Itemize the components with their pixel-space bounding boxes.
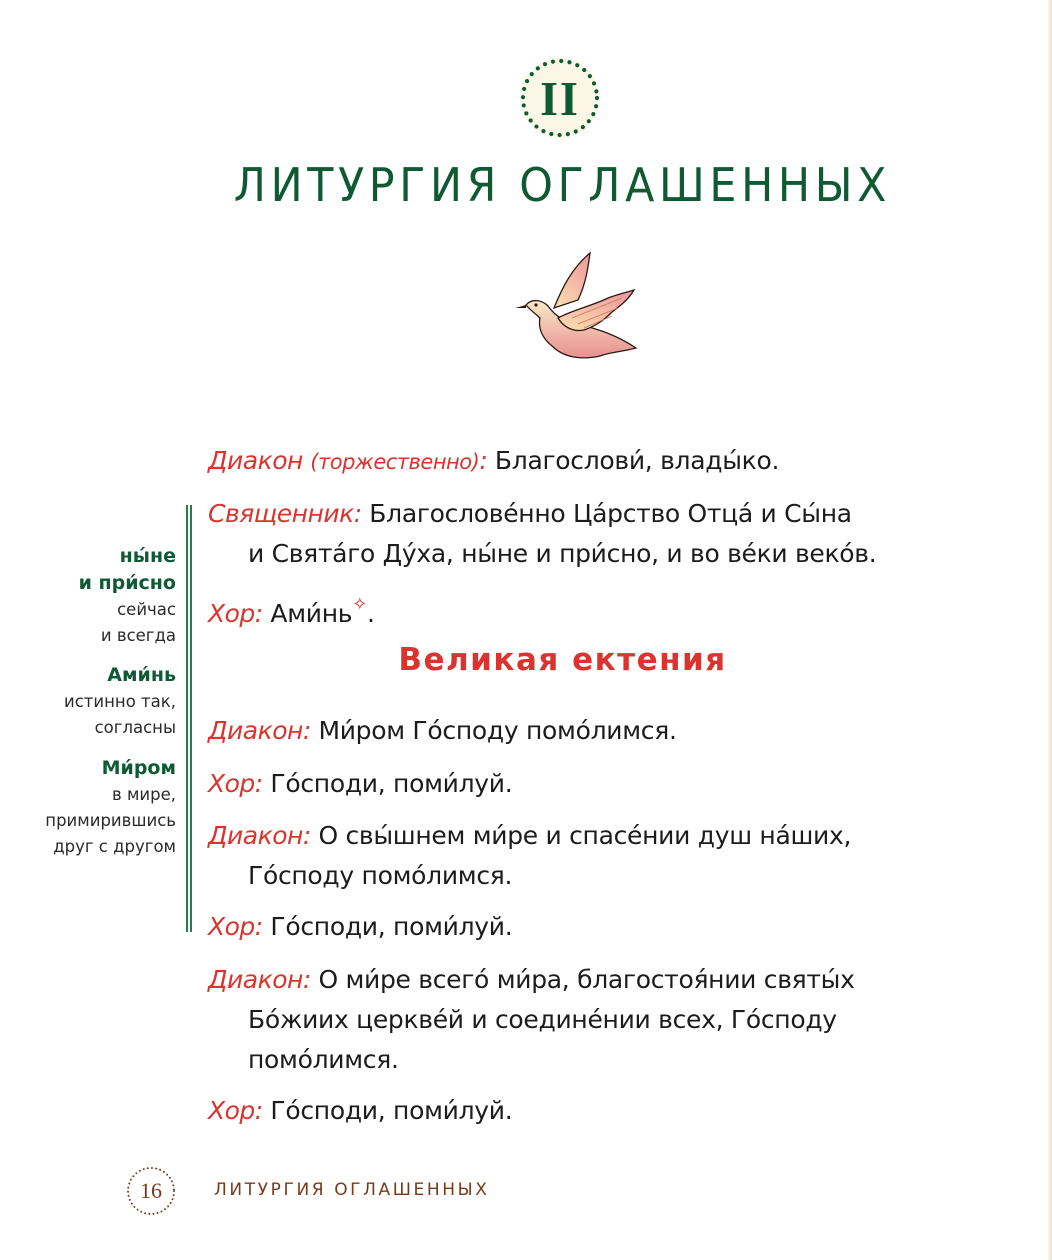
liturgy-text: Го́споду помо́лимся. [248, 861, 513, 890]
glossary-divider [186, 505, 192, 932]
liturgy-text: О свы́шнем ми́ре и спасе́нии душ на́ших, [318, 821, 852, 850]
liturgy-text: Го́споди, поми́луй. [270, 1096, 513, 1125]
speaker-label: Диакон (торжественно): [208, 446, 488, 475]
running-title: ЛИТУРГИЯ ОГЛАШЕННЫХ [214, 1180, 490, 1200]
liturgy-text: Го́споди, поми́луй. [270, 912, 513, 941]
liturgy-line [208, 764, 512, 804]
liturgy-text: Го́споди, поми́луй. [270, 769, 513, 798]
glossary-definition: в мире, [111, 785, 176, 804]
glossary-entry-mirom [45, 755, 176, 860]
glossary-entry-nyne-i-prisno [79, 543, 176, 649]
footnote-star-icon: ✧ [352, 594, 367, 615]
liturgy-text: Бо́жиих церкве́й и соедине́нии всех, Го́споду [248, 1005, 837, 1034]
glossary-definition: и всегда [100, 626, 176, 645]
liturgy-line [208, 711, 677, 751]
speaker-label: Диакон: [208, 965, 311, 994]
chapter-number-badge [520, 58, 600, 138]
section-heading: Великая ектения [398, 642, 727, 678]
liturgy-line [208, 441, 779, 482]
liturgy-line [208, 494, 876, 574]
speaker-label: Диакон: [208, 821, 311, 850]
liturgy-line: Хор: Ами́нь✧. [208, 594, 375, 628]
liturgy-text: Благослове́нно Ца́рство Отца́ и Сы́на [369, 499, 852, 528]
liturgy-text: и Свята́го Ду́ха, ны́не и при́сно, и во ве́ки веко́в. [248, 539, 877, 568]
glossary-term: Ми́ром [101, 757, 176, 779]
speaker-label: Диакон: [208, 716, 311, 745]
speaker-label: Хор: [208, 1096, 263, 1125]
glossary-term: и при́сно [78, 572, 176, 594]
dove-icon [512, 248, 644, 370]
glossary-term: Ами́нь [107, 664, 176, 686]
speaker-label: Хор: [208, 912, 263, 941]
speaker-label: Хор: [208, 769, 263, 798]
speaker-label: Хор: [208, 599, 263, 628]
liturgy-text: О ми́ре всего́ ми́ра, благостоя́нии святы́х [318, 965, 855, 994]
page-number: 16 [140, 1178, 162, 1203]
chapter-numeral: II [540, 71, 580, 125]
glossary-definition: друг с другом [53, 837, 176, 856]
liturgy-line [208, 907, 512, 947]
chapter-title: ЛИТУРГИЯ ОГЛАШЕННЫХ [233, 158, 892, 212]
liturgy-text: помо́лимся. [248, 1045, 399, 1074]
liturgy-text: Благослови́, влады́ко. [494, 446, 780, 475]
glossary-definition: примирившись [45, 811, 176, 830]
glossary-term: ны́не [119, 545, 176, 567]
page-number-badge [126, 1166, 176, 1216]
liturgy-line [208, 816, 851, 896]
speaker-label: Священник: [208, 499, 362, 528]
liturgy-line [208, 960, 855, 1080]
liturgy-text: Ами́нь [270, 599, 353, 628]
glossary-definition: истинно так, [64, 692, 176, 711]
liturgy-text: Ми́ром Го́споду помо́лимся. [318, 716, 677, 745]
glossary-definition: согласны [94, 718, 176, 737]
glossary-definition: сейчас [117, 600, 176, 619]
liturgy-line [208, 1091, 512, 1131]
